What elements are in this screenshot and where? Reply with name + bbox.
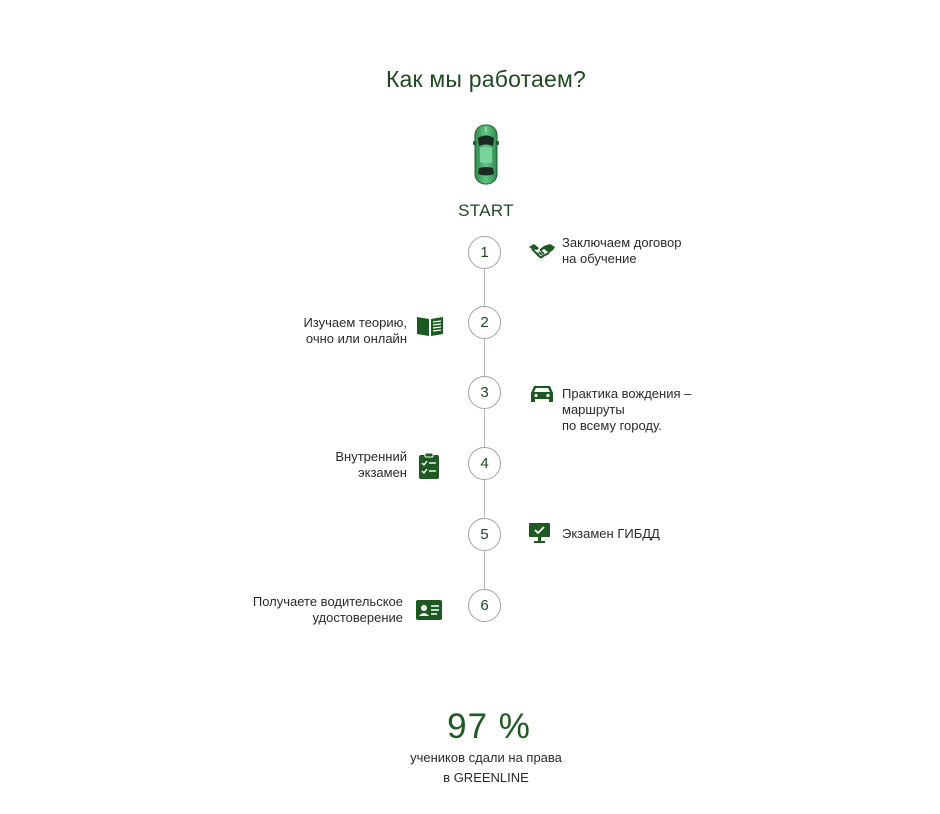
clipboard-check-icon xyxy=(416,452,444,476)
step-4-text: Внутренний экзамен xyxy=(335,449,407,480)
step-5-circle: 5 xyxy=(468,518,501,551)
step-5-text: Экзамен ГИБДД xyxy=(562,526,660,541)
start-label: START xyxy=(458,201,514,220)
id-card-icon xyxy=(415,598,443,622)
monitor-check-icon xyxy=(528,521,556,545)
step-1-circle: 1 xyxy=(468,236,501,269)
step-2-text: Изучаем теорию, очно или онлайн xyxy=(303,315,407,346)
step-3-text: Практика вождения – маршруты по всему городу. xyxy=(562,386,692,433)
success-rate-value: 97 % xyxy=(447,707,531,746)
step-3-circle: 3 xyxy=(468,376,501,409)
book-icon xyxy=(416,314,444,338)
section-title: Как мы работаем? xyxy=(385,66,587,92)
step-1-text: Заключаем договор на обучение xyxy=(562,235,682,266)
step-4-circle: 4 xyxy=(468,447,501,480)
handshake-icon xyxy=(528,239,556,263)
success-rate-caption: учеников сдали на права в GREENLINE xyxy=(410,750,562,785)
step-6-text: Получаете водительское удостоверение xyxy=(252,594,403,625)
step-6-circle: 6 xyxy=(468,589,501,622)
step-2-circle: 2 xyxy=(468,306,501,339)
car-top-view-icon xyxy=(472,124,500,185)
car-icon xyxy=(529,382,557,406)
